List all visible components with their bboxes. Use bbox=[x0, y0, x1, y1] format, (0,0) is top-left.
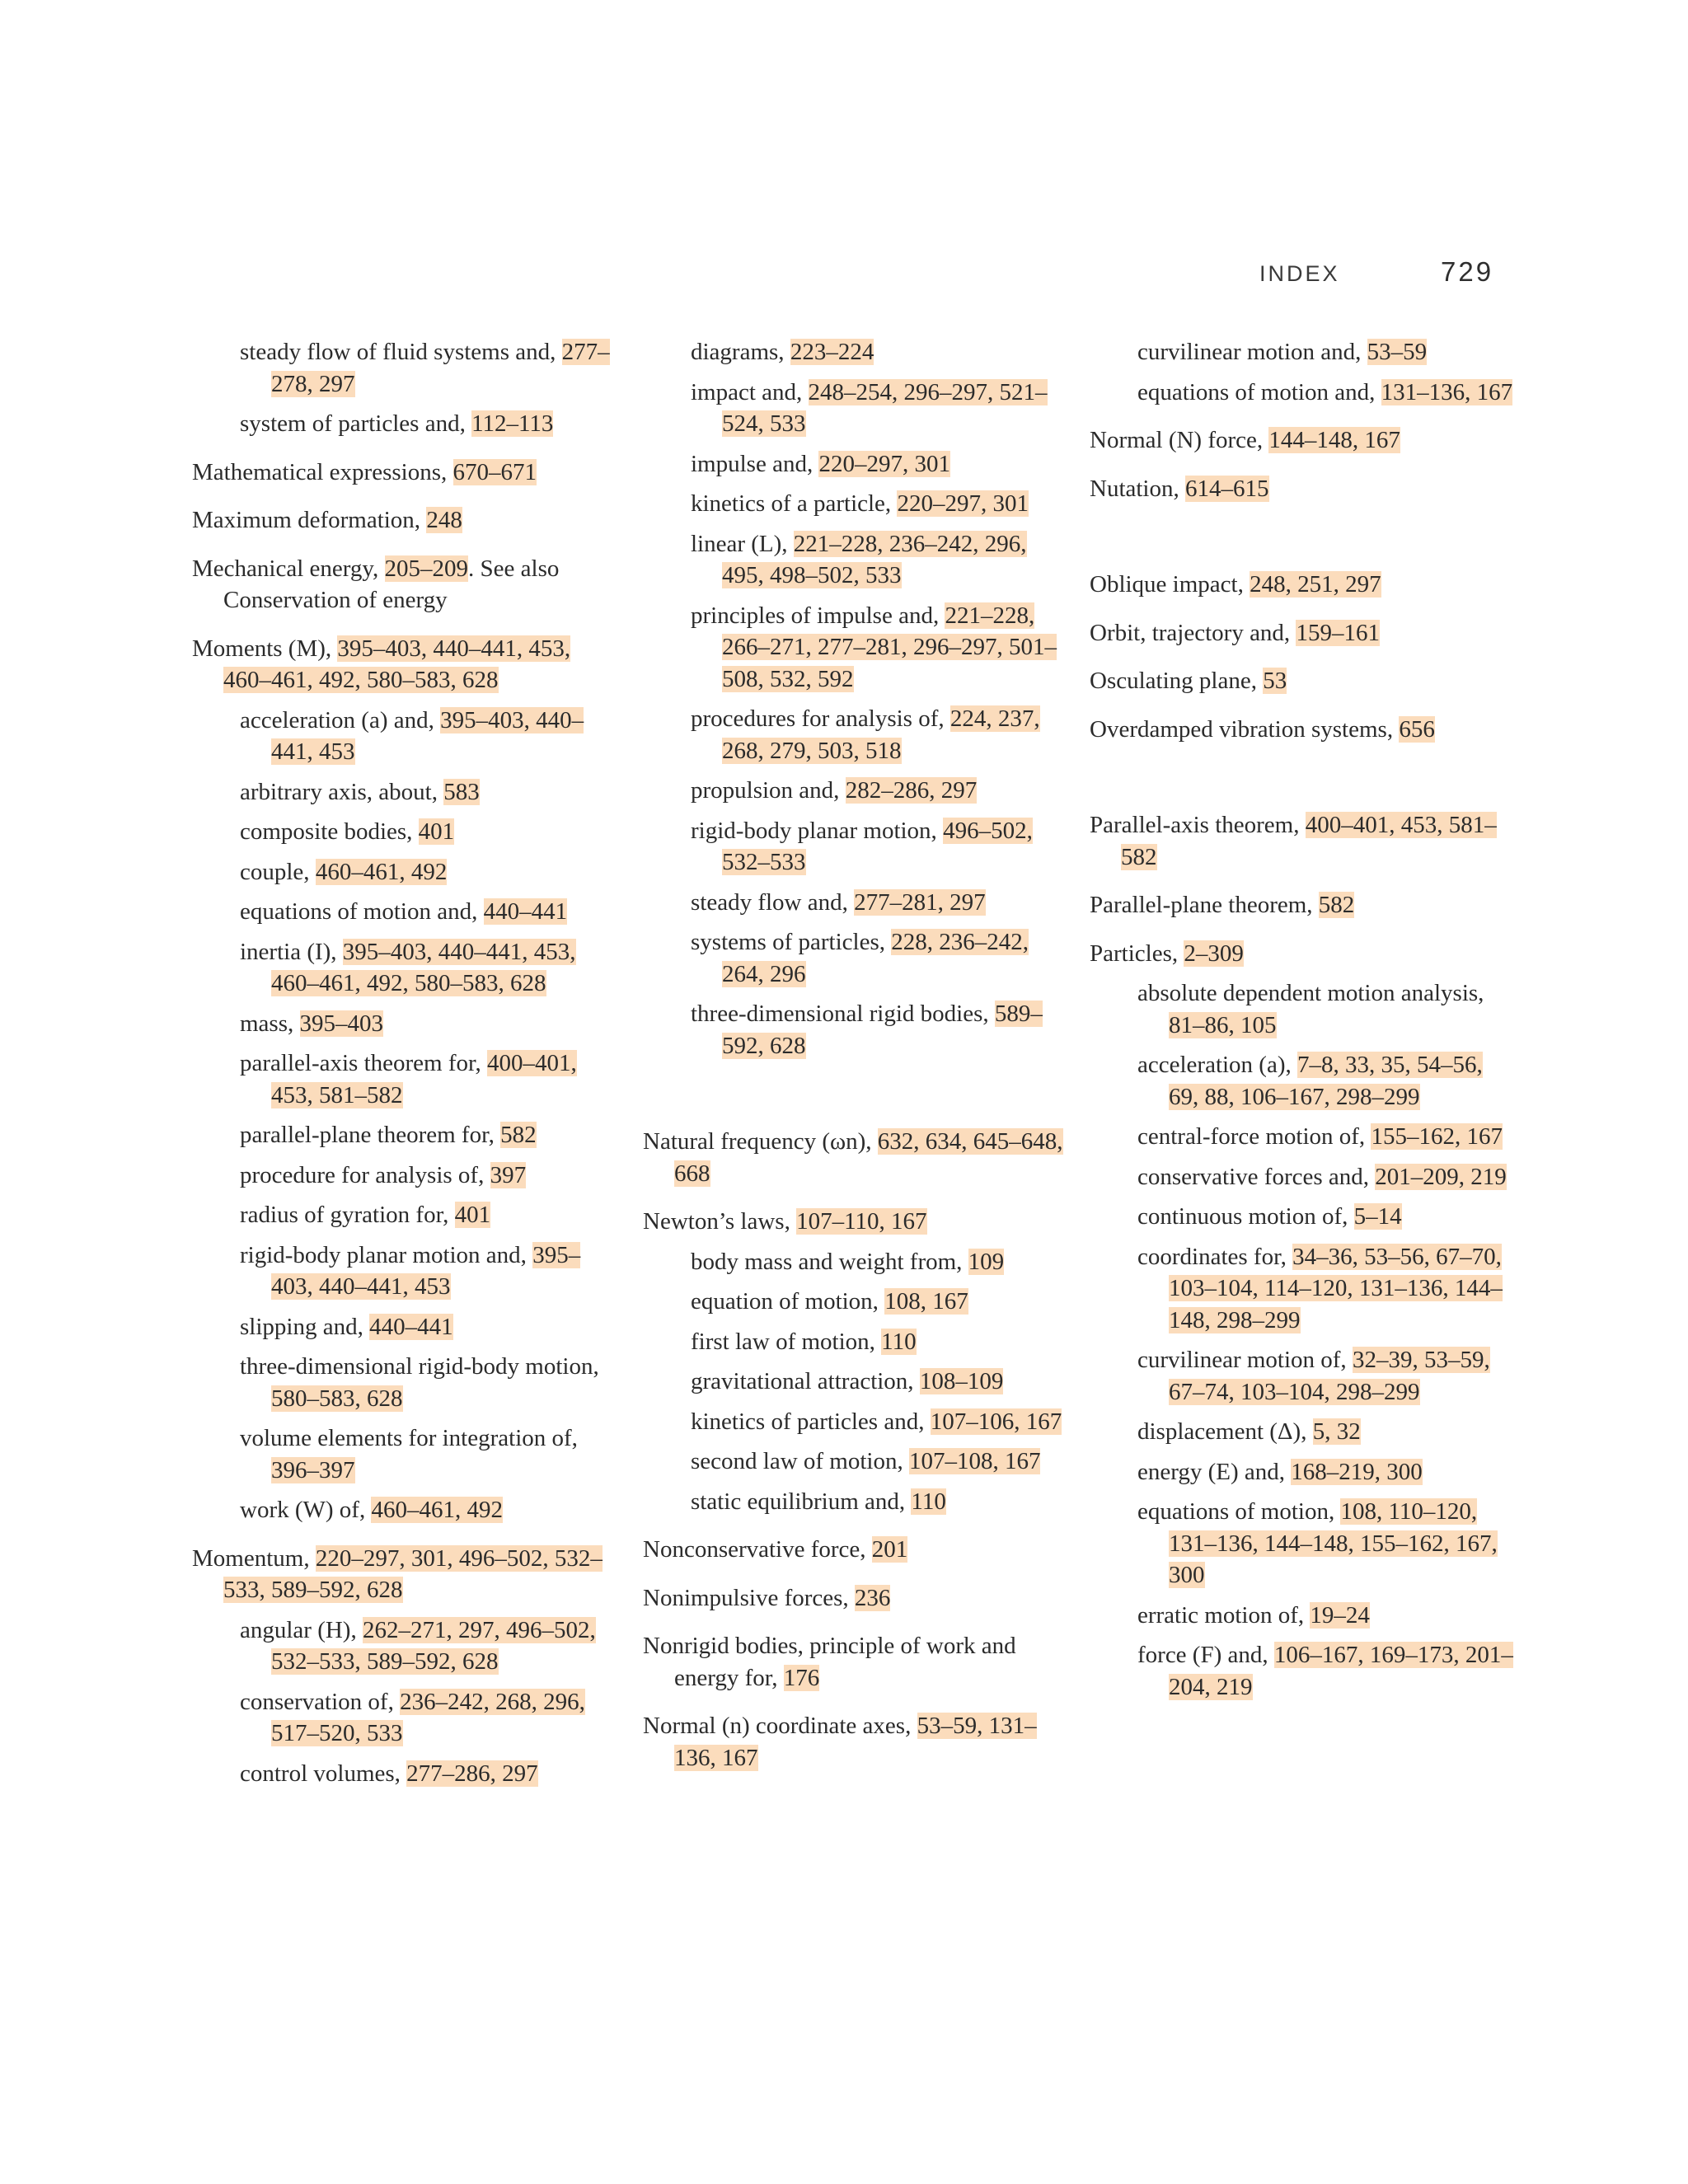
index-entry bbox=[192, 553, 621, 616]
page-references[interactable]: 440–441 bbox=[369, 1313, 453, 1340]
page-references[interactable]: 53 bbox=[1263, 668, 1287, 694]
index-subentry bbox=[240, 1422, 621, 1486]
index-subentry bbox=[240, 705, 621, 768]
entry-term: inertia (I), bbox=[240, 938, 343, 965]
index-subentry bbox=[1137, 1496, 1518, 1591]
index-column-2 bbox=[643, 336, 1071, 1774]
index-subentry bbox=[240, 1047, 621, 1111]
entry-term: curvilinear motion and, bbox=[1137, 339, 1367, 365]
index-subentry bbox=[1137, 1241, 1518, 1337]
entry-term: static equilibrium and, bbox=[691, 1488, 912, 1515]
page-references[interactable]: 53–59 bbox=[1367, 339, 1428, 365]
entry-term: Parallel-plane theorem, bbox=[1090, 892, 1319, 918]
entry-term: kinetics of a particle, bbox=[691, 490, 898, 517]
entry-term: Maximum deformation, bbox=[192, 507, 427, 533]
index-entry bbox=[192, 457, 621, 489]
index-subentry bbox=[691, 1486, 1071, 1518]
index-subentry bbox=[1137, 1600, 1518, 1632]
page-references[interactable]: 32–39, 53–59, 67–74, 103–104, 298–299 bbox=[1169, 1347, 1490, 1405]
index-subentry bbox=[240, 408, 621, 440]
index-subentry bbox=[240, 1119, 621, 1151]
page-references[interactable]: 395–403 bbox=[299, 1010, 383, 1037]
entry-term: second law of motion, bbox=[691, 1448, 909, 1474]
index-subentry bbox=[691, 998, 1071, 1062]
page-references[interactable]: 223–224 bbox=[790, 339, 874, 365]
index-subentry bbox=[240, 816, 621, 848]
entry-term: parallel-plane theorem for, bbox=[240, 1122, 501, 1148]
page-number: 729 bbox=[1441, 256, 1494, 287]
page-references[interactable]: 582 bbox=[1318, 892, 1355, 918]
index-subentry bbox=[240, 776, 621, 808]
entry-term: steady flow of fluid systems and, bbox=[240, 339, 562, 365]
index-subentry bbox=[1137, 1416, 1518, 1448]
entry-term: Newton’s laws, bbox=[643, 1208, 797, 1235]
page-references[interactable]: 614–615 bbox=[1185, 475, 1269, 502]
entry-term: Nonimpulsive forces, bbox=[643, 1584, 855, 1611]
entry-term: Parallel-axis theorem, bbox=[1090, 812, 1306, 838]
index-column-1 bbox=[192, 336, 621, 1789]
page-references[interactable]: 277–278, 297 bbox=[271, 339, 610, 397]
index-entry bbox=[643, 1630, 1071, 1694]
entry-term: radius of gyration for, bbox=[240, 1202, 455, 1228]
page-references[interactable]: 5, 32 bbox=[1312, 1418, 1361, 1445]
entry-term: equation of motion, bbox=[691, 1288, 885, 1315]
index-entry bbox=[192, 1543, 621, 1606]
entry-term: energy (E) and, bbox=[1137, 1458, 1292, 1485]
page-references[interactable]: 236 bbox=[854, 1584, 891, 1611]
index-entry bbox=[643, 1534, 1071, 1566]
page-references[interactable]: 168–219, 300 bbox=[1291, 1458, 1423, 1485]
page-references[interactable]: 632, 634, 645–648, 668 bbox=[674, 1128, 1063, 1187]
index-entry bbox=[643, 1582, 1071, 1615]
page-references[interactable]: 401 bbox=[418, 818, 455, 845]
page-references[interactable]: 262–271, 297, 496–502, 532–533, 589–592, 628 bbox=[271, 1616, 596, 1675]
index-subentry bbox=[1137, 1121, 1518, 1153]
entry-term: Nonrigid bodies, principle of work and energy for, bbox=[643, 1633, 1016, 1691]
index-subentry bbox=[691, 1446, 1071, 1478]
entry-term: control volumes, bbox=[240, 1760, 407, 1787]
page-references[interactable]: 228, 236–242, 264, 296 bbox=[722, 929, 1029, 987]
index-subentry bbox=[240, 1758, 621, 1790]
entry-term: slipping and, bbox=[240, 1313, 370, 1340]
page-references[interactable]: 107–108, 167 bbox=[908, 1448, 1041, 1474]
page-references[interactable]: 496–502, 532–533 bbox=[722, 817, 1033, 875]
entry-term: first law of motion, bbox=[691, 1328, 882, 1355]
index-subentry bbox=[691, 1366, 1071, 1398]
index-entry bbox=[1090, 889, 1518, 921]
page-references[interactable]: 108–109 bbox=[919, 1368, 1004, 1394]
page-references[interactable]: 589–592, 628 bbox=[722, 1001, 1043, 1059]
entry-term: rigid-body planar motion and, bbox=[240, 1241, 533, 1268]
page-references[interactable]: 144–148, 167 bbox=[1268, 427, 1400, 453]
page-references[interactable]: 395–403, 440–441, 453, 460–461, 492, 580–583, 628 bbox=[223, 635, 571, 693]
entry-term: Oblique impact, bbox=[1090, 571, 1250, 598]
page-references[interactable]: 236–242, 268, 296, 517–520, 533 bbox=[271, 1688, 585, 1746]
page-references[interactable]: 176 bbox=[783, 1664, 820, 1691]
entry-term: system of particles and, bbox=[240, 410, 472, 437]
page-references[interactable]: 396–397 bbox=[271, 1456, 355, 1483]
entry-term: kinetics of particles and, bbox=[691, 1408, 931, 1435]
index-entry bbox=[1090, 714, 1518, 746]
index-subentry bbox=[1137, 1456, 1518, 1488]
page-references[interactable]: 395–403, 440–441, 453 bbox=[271, 1241, 581, 1300]
index-subentry bbox=[240, 856, 621, 888]
index-subentry bbox=[240, 1615, 621, 1678]
index-entry bbox=[643, 1126, 1071, 1189]
index-subentry bbox=[691, 600, 1071, 696]
entry-term: body mass and weight from, bbox=[691, 1248, 968, 1275]
index-entry bbox=[1090, 938, 1518, 970]
entry-term: curvilinear motion of, bbox=[1137, 1347, 1353, 1373]
index-subentry bbox=[240, 1494, 621, 1526]
entry-term: linear (L), bbox=[691, 530, 794, 557]
page-references[interactable]: 110 bbox=[911, 1488, 946, 1515]
entry-term: composite bodies, bbox=[240, 818, 419, 845]
page-references[interactable]: 81–86, 105 bbox=[1169, 1011, 1277, 1038]
header-label: INDEX bbox=[1259, 261, 1340, 286]
index-subentry bbox=[1137, 336, 1518, 368]
index-subentry bbox=[691, 1326, 1071, 1358]
page-references[interactable]: 155–162, 167 bbox=[1371, 1123, 1503, 1150]
index-subentry bbox=[1137, 977, 1518, 1041]
page-references[interactable]: 159–161 bbox=[1296, 619, 1380, 646]
page-references[interactable]: 107–110, 167 bbox=[796, 1208, 927, 1235]
index-subentry bbox=[240, 1240, 621, 1303]
page-references[interactable]: 400–401, 453, 581–582 bbox=[271, 1050, 577, 1108]
entry-term: conservative forces and, bbox=[1137, 1163, 1376, 1190]
entry-term: Natural frequency (ωn), bbox=[643, 1128, 878, 1155]
page-references[interactable]: 224, 237, 268, 279, 503, 518 bbox=[722, 705, 1040, 764]
page-references[interactable]: 108, 110–120, 131–136, 144–148, 155–162, 167, 300 bbox=[1169, 1498, 1498, 1588]
page-references[interactable]: 34–36, 53–56, 67–70, 103–104, 114–120, 131–136, 144–148, 298–299 bbox=[1169, 1243, 1503, 1333]
entry-term: acceleration (a), bbox=[1137, 1052, 1297, 1078]
page-references[interactable]: 277–281, 297 bbox=[854, 888, 986, 916]
entry-term: work (W) of, bbox=[240, 1497, 372, 1523]
entry-term: equations of motion and, bbox=[1137, 378, 1381, 405]
entry-term: Orbit, trajectory and, bbox=[1090, 619, 1296, 646]
page-references[interactable]: 282–286, 297 bbox=[845, 777, 978, 804]
entry-term: arbitrary axis, about, bbox=[240, 778, 444, 805]
entry-term: volume elements for integration of, bbox=[240, 1425, 578, 1451]
entry-term: procedures for analysis of, bbox=[691, 705, 950, 732]
page-references[interactable]: 201 bbox=[871, 1536, 908, 1563]
index-subentry bbox=[240, 1686, 621, 1750]
page-references[interactable]: 670–671 bbox=[452, 458, 537, 485]
index-subentry bbox=[691, 1406, 1071, 1438]
entry-term: diagrams, bbox=[691, 339, 790, 365]
entry-term: Osculating plane, bbox=[1090, 668, 1264, 694]
page-references[interactable]: 110 bbox=[881, 1328, 917, 1355]
page-references[interactable]: 108, 167 bbox=[884, 1288, 968, 1315]
page-references[interactable]: 107–106, 167 bbox=[930, 1408, 1062, 1435]
page-references[interactable]: 201–209, 219 bbox=[1375, 1163, 1507, 1190]
index-subentry bbox=[691, 448, 1071, 480]
index-subentry bbox=[691, 377, 1071, 440]
page-references[interactable]: 395–403, 440–441, 453, 460–461, 492, 580–583, 628 bbox=[271, 938, 576, 996]
page-references[interactable]: 460–461, 492 bbox=[371, 1497, 503, 1523]
index-subentry bbox=[691, 488, 1071, 520]
running-header bbox=[0, 256, 1688, 294]
entry-term: angular (H), bbox=[240, 1616, 363, 1643]
index-subentry bbox=[1137, 1201, 1518, 1233]
index-subentry bbox=[1137, 1161, 1518, 1193]
entry-term: Mathematical expressions, bbox=[192, 458, 453, 485]
entry-term: Nutation, bbox=[1090, 475, 1185, 502]
entry-term: equations of motion and, bbox=[240, 898, 484, 925]
index-subentry bbox=[240, 936, 621, 1000]
entry-term: gravitational attraction, bbox=[691, 1368, 920, 1394]
entry-term: propulsion and, bbox=[691, 777, 846, 804]
page-references[interactable]: 583 bbox=[443, 778, 480, 805]
index-subentry bbox=[691, 528, 1071, 592]
entry-term: Normal (n) coordinate axes, bbox=[643, 1713, 917, 1739]
entry-term: equations of motion, bbox=[1137, 1498, 1341, 1525]
page-references[interactable]: 2–309 bbox=[1184, 940, 1244, 967]
page-references[interactable]: 277–286, 297 bbox=[406, 1760, 538, 1787]
index-subentry bbox=[691, 815, 1071, 879]
page-references[interactable]: 53–59, 131–136, 167 bbox=[674, 1713, 1037, 1771]
entry-term: Moments (M), bbox=[192, 635, 338, 662]
page-references[interactable]: 397 bbox=[490, 1161, 527, 1188]
page-references[interactable]: 106–167, 169–173, 201–204, 219 bbox=[1169, 1642, 1513, 1700]
index-entry bbox=[1090, 424, 1518, 457]
see-also-note: . See also Conservation of energy bbox=[223, 555, 560, 613]
page-references[interactable]: 220–297, 301 bbox=[897, 490, 1029, 517]
entry-term: three-dimensional rigid bodies, bbox=[691, 1001, 995, 1027]
page-references[interactable]: 582 bbox=[500, 1122, 537, 1148]
page-references[interactable]: 248–254, 296–297, 521–524, 533 bbox=[722, 378, 1048, 437]
index-subentry bbox=[1137, 1049, 1518, 1113]
entry-term: Particles, bbox=[1090, 940, 1184, 967]
index-subentry bbox=[240, 1351, 621, 1414]
index-subentry bbox=[691, 775, 1071, 807]
index-subentry bbox=[691, 703, 1071, 766]
entry-term: displacement (Δ), bbox=[1137, 1418, 1313, 1445]
entry-term: absolute dependent motion analysis, bbox=[1137, 980, 1484, 1006]
index-entry bbox=[643, 1710, 1071, 1774]
page-references[interactable]: 5–14 bbox=[1353, 1203, 1402, 1230]
index-subentry bbox=[240, 1160, 621, 1192]
entry-term: principles of impulse and, bbox=[691, 602, 945, 629]
entry-term: parallel-axis theorem for, bbox=[240, 1050, 487, 1076]
entry-term: continuous motion of, bbox=[1137, 1203, 1354, 1230]
index-subentry bbox=[691, 1286, 1071, 1318]
entry-term: erratic motion of, bbox=[1137, 1601, 1311, 1629]
page-references[interactable]: 395–403, 440–441, 453 bbox=[271, 706, 584, 765]
page-references[interactable]: 248 bbox=[426, 507, 462, 533]
index-column-3 bbox=[1090, 336, 1518, 1703]
index-entry bbox=[192, 633, 621, 696]
page-references[interactable]: 400–401, 453, 581–582 bbox=[1121, 812, 1497, 870]
index-entry bbox=[1090, 473, 1518, 505]
entry-term: coordinates for, bbox=[1137, 1243, 1293, 1270]
index-subentry bbox=[1137, 377, 1518, 409]
page-references[interactable]: 401 bbox=[454, 1202, 491, 1228]
page-references[interactable]: 221–228, 236–242, 296, 495, 498–502, 533 bbox=[722, 530, 1027, 588]
index-entry bbox=[192, 504, 621, 537]
index-subentry bbox=[691, 336, 1071, 368]
page-references[interactable]: 131–136, 167 bbox=[1381, 378, 1513, 405]
page-references[interactable]: 580–583, 628 bbox=[271, 1385, 403, 1412]
entry-term: conservation of, bbox=[240, 1688, 401, 1715]
index-subentry bbox=[240, 1199, 621, 1231]
index-entry bbox=[1090, 665, 1518, 697]
entry-term: mass, bbox=[240, 1010, 300, 1037]
page-references[interactable]: 205–209 bbox=[384, 555, 469, 582]
index-subentry bbox=[240, 1311, 621, 1343]
index-subentry bbox=[240, 1008, 621, 1040]
entry-term: force (F) and, bbox=[1137, 1642, 1274, 1668]
page-references[interactable]: 440–441 bbox=[483, 898, 568, 925]
entry-term: couple, bbox=[240, 858, 316, 885]
page-references[interactable]: 109 bbox=[968, 1248, 1005, 1275]
index-subentry bbox=[1137, 1639, 1518, 1703]
page-references[interactable]: 248, 251, 297 bbox=[1250, 571, 1381, 598]
index-subentry bbox=[691, 887, 1071, 919]
index-entry bbox=[1090, 617, 1518, 649]
entry-term: impact and, bbox=[691, 378, 809, 405]
page-references[interactable]: 220–297, 301, 496–502, 532–533, 589–592, 628 bbox=[223, 1544, 603, 1603]
entry-term: Nonconservative force, bbox=[643, 1536, 872, 1563]
index-subentry bbox=[1137, 1344, 1518, 1408]
page-references[interactable]: 221–228, 266–271, 277–281, 296–297, 501–508, 532, 592 bbox=[722, 602, 1057, 692]
entry-term: Momentum, bbox=[192, 1544, 316, 1572]
entry-term: Mechanical energy, bbox=[192, 555, 385, 582]
entry-term: impulse and, bbox=[691, 450, 819, 477]
index-entry bbox=[1090, 809, 1518, 873]
index-entry bbox=[643, 1206, 1071, 1238]
entry-term: central-force motion of, bbox=[1137, 1123, 1372, 1150]
index-subentry bbox=[691, 1246, 1071, 1278]
page-references[interactable]: 220–297, 301 bbox=[818, 450, 950, 477]
index-subentry bbox=[691, 926, 1071, 990]
page-references[interactable]: 7–8, 33, 35, 54–56, 69, 88, 106–167, 298–299 bbox=[1169, 1052, 1483, 1110]
entry-term: systems of particles, bbox=[691, 929, 892, 955]
entry-term: three-dimensional rigid-body motion, bbox=[240, 1353, 599, 1380]
page-references[interactable]: 19–24 bbox=[1310, 1601, 1370, 1629]
entry-term: rigid-body planar motion, bbox=[691, 817, 944, 844]
page-references[interactable]: 656 bbox=[1399, 715, 1435, 743]
entry-term: procedure for analysis of, bbox=[240, 1161, 490, 1188]
entry-term: acceleration (a) and, bbox=[240, 706, 441, 733]
entry-term: Normal (N) force, bbox=[1090, 427, 1269, 453]
entry-term: Overdamped vibration systems, bbox=[1090, 715, 1400, 743]
index-entry bbox=[1090, 569, 1518, 601]
index-subentry bbox=[240, 896, 621, 928]
page-references[interactable]: 460–461, 492 bbox=[315, 858, 448, 885]
entry-term: steady flow and, bbox=[691, 888, 855, 916]
page-references[interactable]: 112–113 bbox=[471, 410, 554, 437]
index-subentry bbox=[240, 336, 621, 400]
